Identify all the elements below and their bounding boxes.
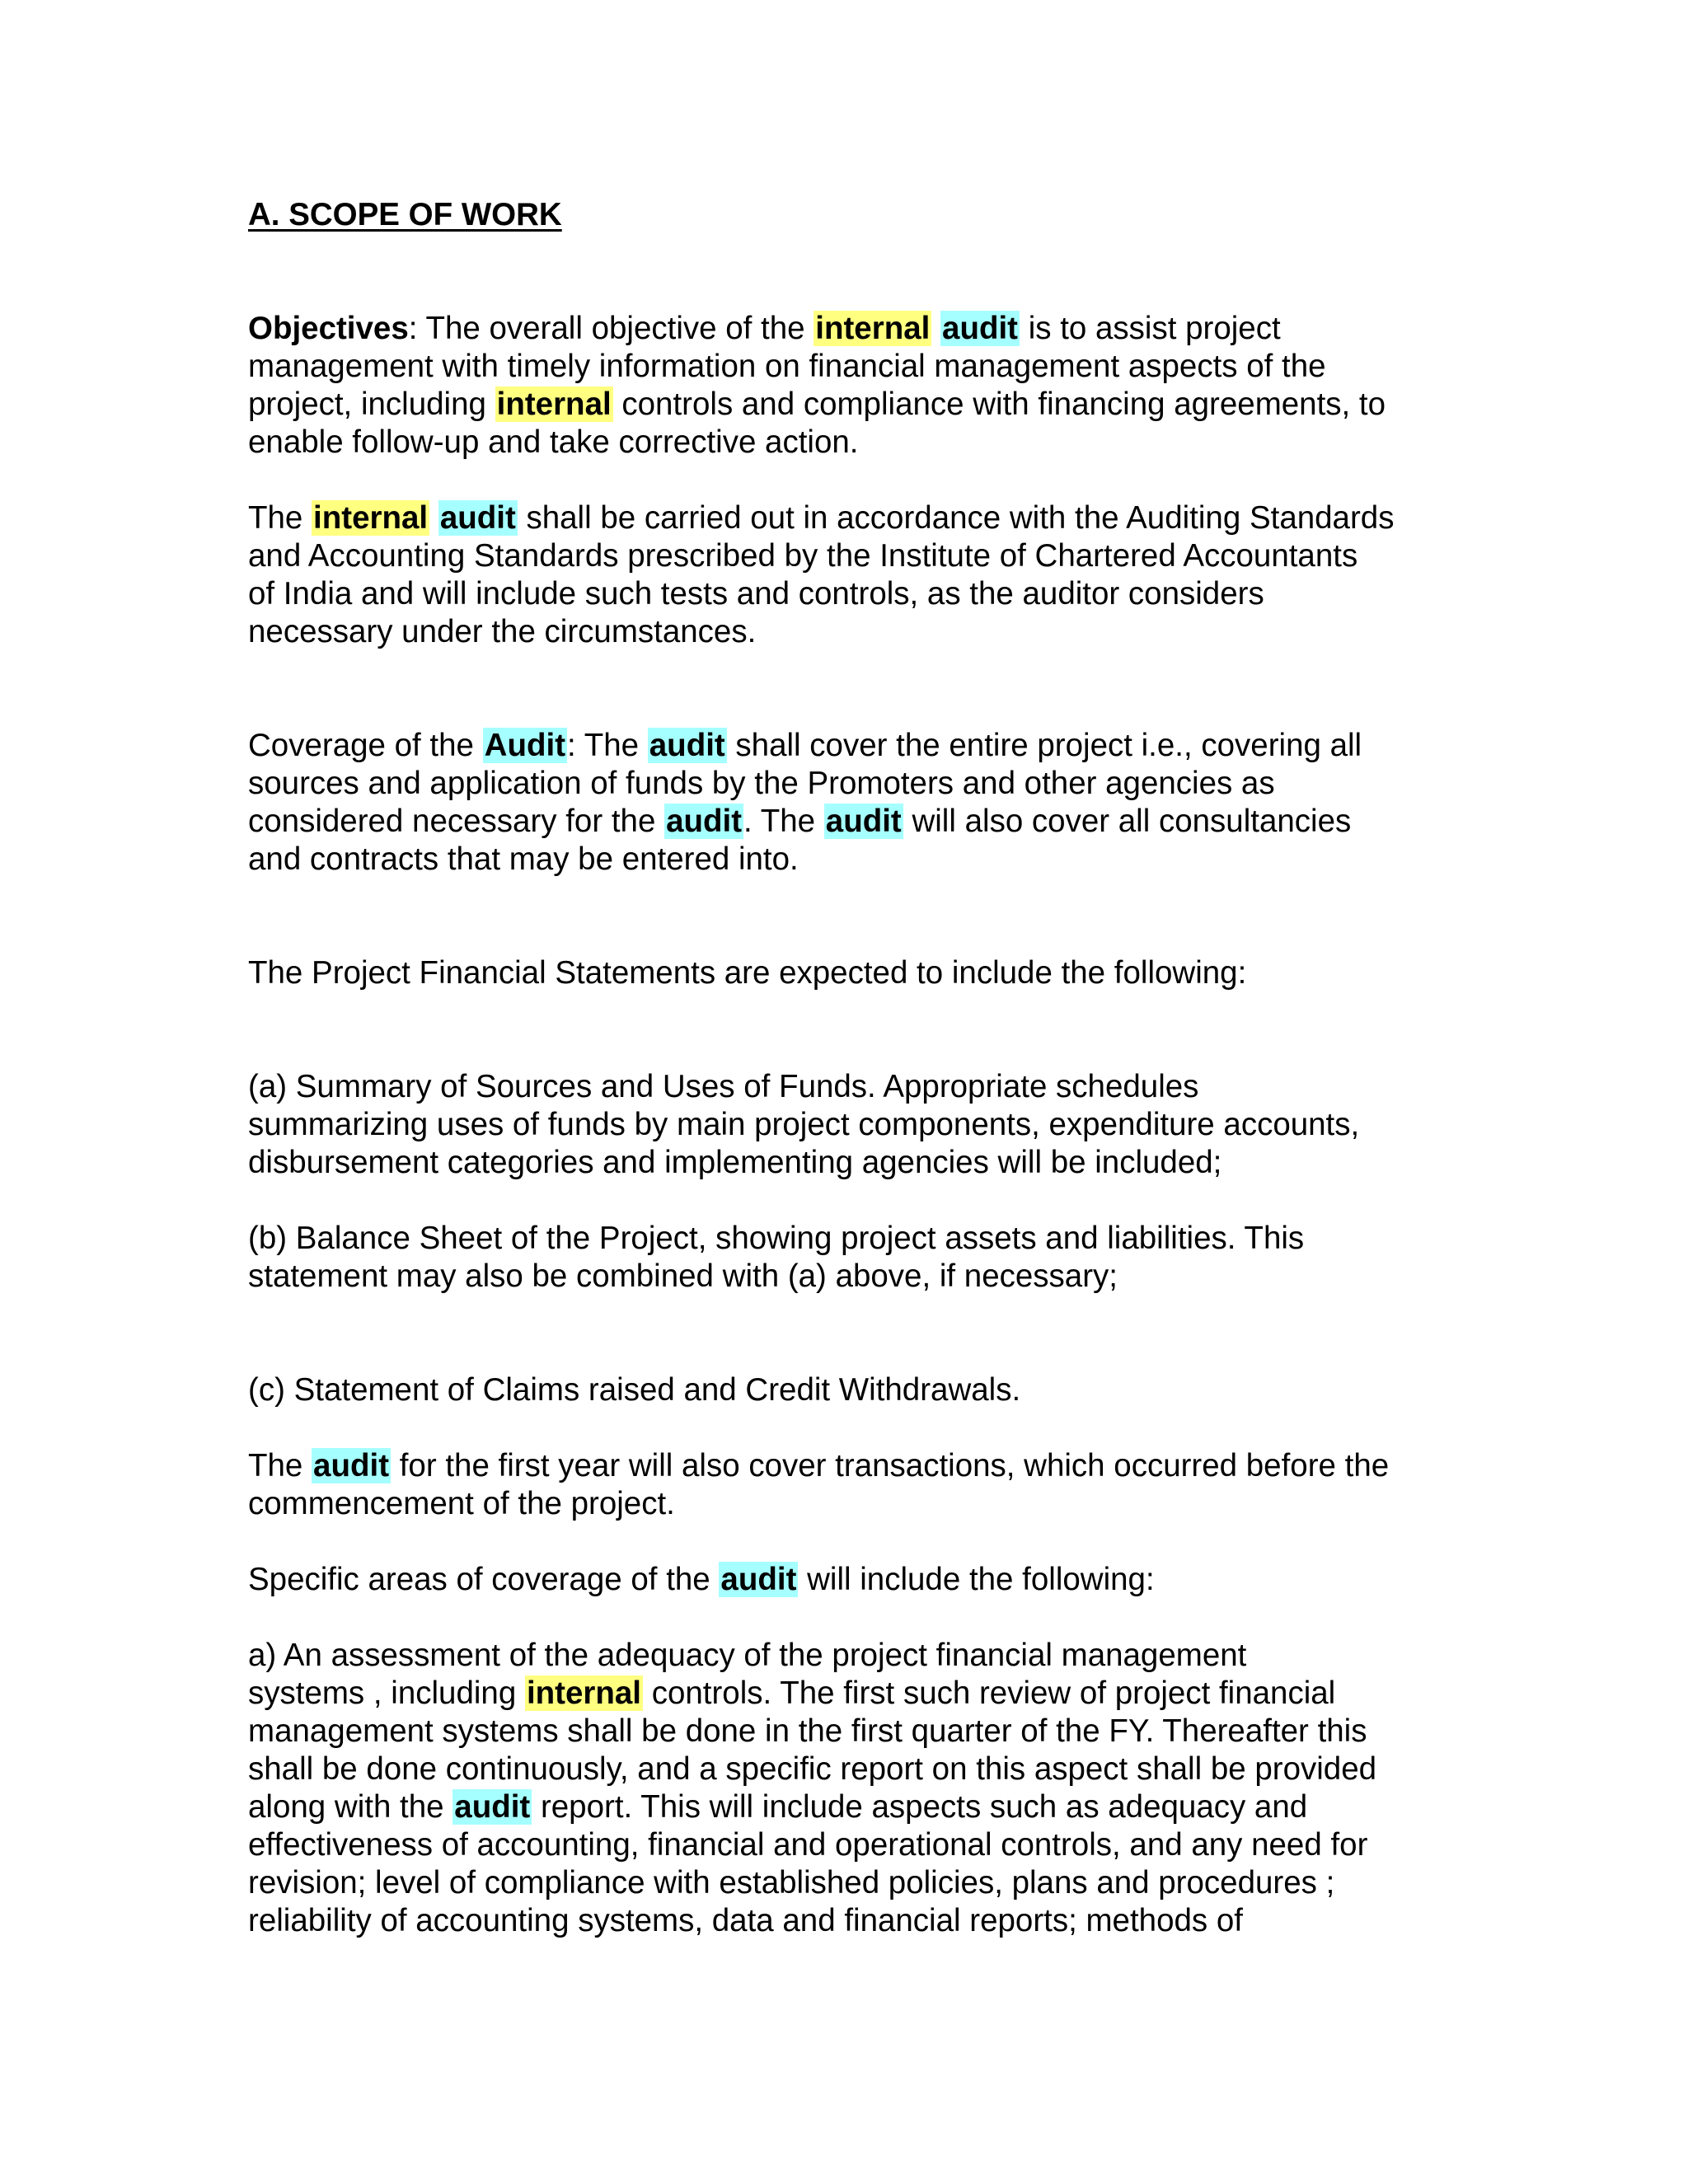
- text-run: The: [248, 500, 312, 536]
- highlight-internal: internal: [815, 311, 931, 346]
- assessment-paragraph: [248, 1637, 1451, 1940]
- text-line: [248, 1788, 1451, 1826]
- first-year-paragraph: [248, 1447, 1451, 1523]
- text-run: : The: [567, 728, 648, 763]
- text-run: systems , including: [248, 1675, 525, 1711]
- text-line: (a) Summary of Sources and Uses of Funds. Appropriate schedules: [248, 1069, 1199, 1104]
- highlight-audit: audit: [313, 1448, 390, 1483]
- text-line: necessary under the circumstances.: [248, 614, 757, 649]
- text-run: along with the: [248, 1789, 453, 1825]
- text-run: Specific areas of coverage of the: [248, 1562, 720, 1597]
- text-line: management with timely information on financial management aspects of the: [248, 349, 1326, 384]
- highlight-audit: audit: [454, 1789, 531, 1825]
- text-run: . The: [743, 804, 824, 839]
- highlight-internal: internal: [526, 1675, 641, 1711]
- objectives-label: Objectives: [248, 311, 409, 346]
- text-line: revision; level of compliance with established policies, plans and procedures ;: [248, 1865, 1335, 1900]
- text-line: [248, 727, 1451, 765]
- item-c-paragraph: [248, 1371, 1451, 1409]
- text-run: controls and compliance with financing agreements, to: [612, 387, 1386, 422]
- text-line: [248, 1447, 1451, 1485]
- text-run: : The overall objective of the: [408, 311, 814, 346]
- text-line: [248, 310, 1451, 348]
- section-heading: A. SCOPE OF WORK: [248, 197, 562, 232]
- text-line: commencement of the project.: [248, 1486, 675, 1521]
- text-run: for the first year will also cover transactions, which occurred before the: [391, 1448, 1390, 1483]
- text-run: is to assist project: [1020, 311, 1281, 346]
- highlight-audit: audit: [942, 311, 1018, 346]
- standards-paragraph: [248, 499, 1451, 651]
- highlight-audit: audit: [649, 728, 725, 763]
- text-line: effectiveness of accounting, financial and operational controls, and any need for: [248, 1827, 1368, 1863]
- text-run: The: [248, 1448, 312, 1483]
- text-line: [248, 803, 1451, 841]
- text-run: Coverage of the: [248, 728, 483, 763]
- text-line: and contracts that may be entered into.: [248, 841, 799, 877]
- text-line: statement may also be combined with (a) above, if necessary;: [248, 1258, 1118, 1294]
- text-line: a) An assessment of the adequacy of the project financial management: [248, 1638, 1247, 1673]
- document-body: [248, 196, 1451, 1940]
- text-line: of India and will include such tests and controls, as the auditor considers: [248, 576, 1264, 612]
- item-b-paragraph: [248, 1220, 1451, 1296]
- text-line: management systems shall be done in the first quarter of the FY. Thereafter this: [248, 1713, 1367, 1749]
- text-run: will also cover all consultancies: [903, 804, 1352, 839]
- text-line: summarizing uses of funds by main project components, expenditure accounts,: [248, 1107, 1360, 1142]
- text-line: shall be done continuously, and a specific report on this aspect shall be provided: [248, 1751, 1377, 1787]
- text-line: [248, 1561, 1451, 1599]
- specific-areas-paragraph: [248, 1561, 1451, 1599]
- text-line: enable follow-up and take corrective action.: [248, 424, 859, 460]
- highlight-internal: internal: [313, 500, 429, 536]
- highlight-audit: audit: [439, 500, 516, 536]
- statements-intro: [248, 954, 1451, 992]
- text-line: (c) Statement of Claims raised and Credit Withdrawals.: [248, 1372, 1021, 1408]
- item-a-paragraph: [248, 1068, 1451, 1182]
- text-run: controls. The first such review of project financial: [643, 1675, 1336, 1711]
- text-run: shall cover the entire project i.e., covering all: [726, 728, 1362, 763]
- text-line: [248, 1675, 1451, 1713]
- text-run: will include the following:: [798, 1562, 1155, 1597]
- text-run: considered necessary for the: [248, 804, 665, 839]
- highlight-audit: audit: [825, 804, 902, 839]
- text-line: disbursement categories and implementing agencies will be included;: [248, 1145, 1222, 1180]
- text-run: shall be carried out in accordance with the Auditing Standards: [517, 500, 1395, 536]
- text-run: project, including: [248, 387, 495, 422]
- objectives-paragraph: [248, 310, 1451, 462]
- text-line: [248, 386, 1451, 424]
- text-line: [248, 499, 1451, 537]
- text-line: and Accounting Standards prescribed by the Institute of Chartered Accountants: [248, 538, 1358, 574]
- text-line: sources and application of funds by the Promoters and other agencies as: [248, 766, 1275, 801]
- text-line: (b) Balance Sheet of the Project, showing project assets and liabilities. This: [248, 1221, 1305, 1256]
- highlight-audit: Audit: [484, 728, 566, 763]
- highlight-audit: audit: [720, 1562, 797, 1597]
- text-line: reliability of accounting systems, data and financial reports; methods of: [248, 1903, 1243, 1938]
- highlight-audit: audit: [666, 804, 743, 839]
- highlight-internal: internal: [496, 387, 612, 422]
- text-line: The Project Financial Statements are expected to include the following:: [248, 955, 1247, 991]
- text-run: report. This will include aspects such as adequacy and: [532, 1789, 1308, 1825]
- coverage-paragraph: [248, 727, 1451, 879]
